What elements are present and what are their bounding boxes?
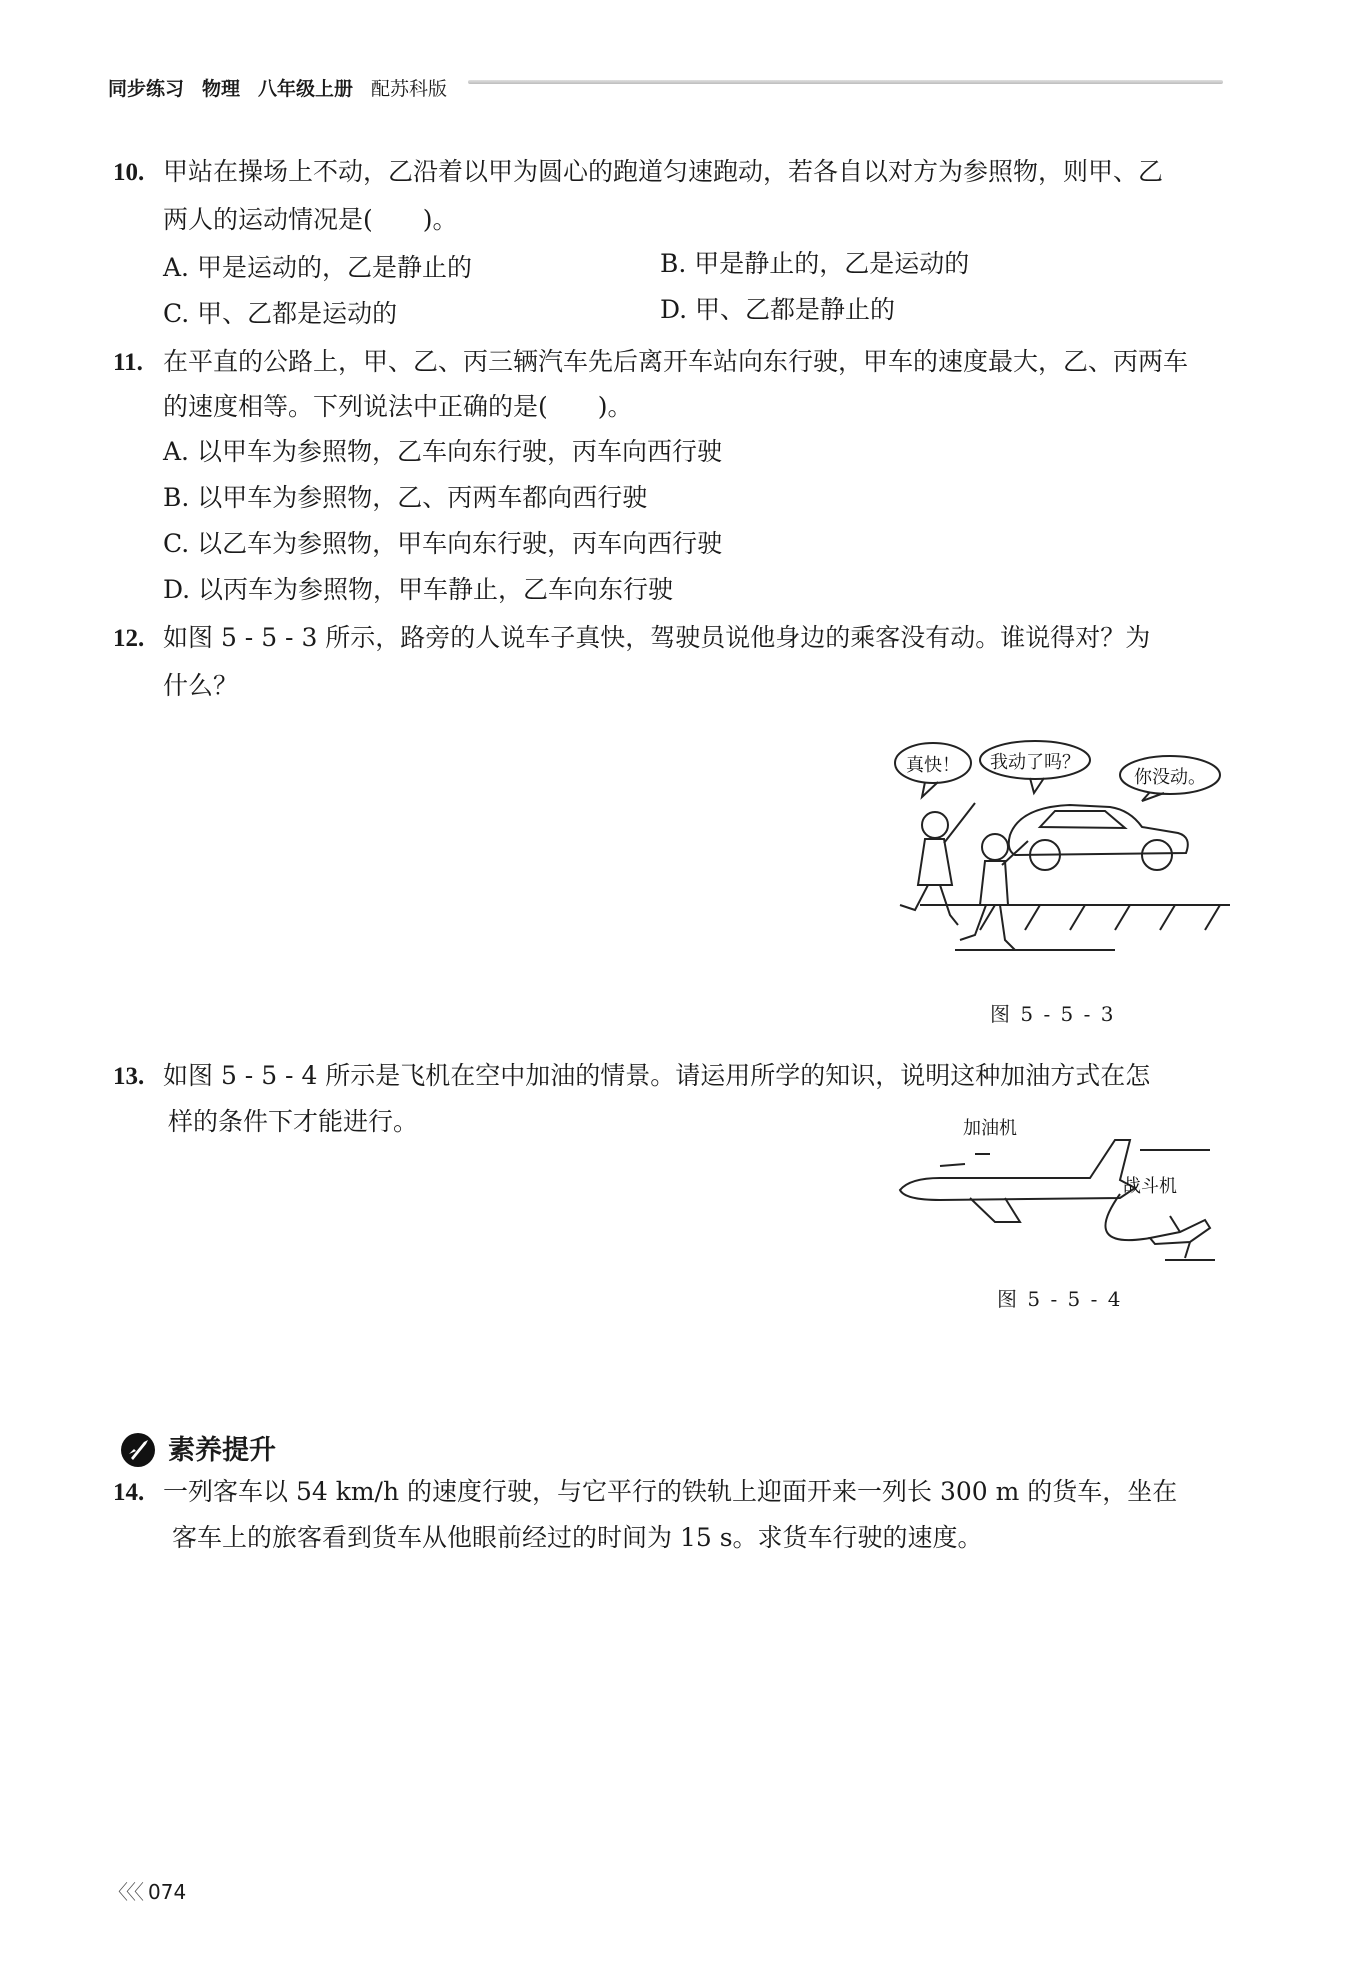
figure-caption: 图 5 - 5 - 4 bbox=[997, 1287, 1123, 1311]
question-number: 11. bbox=[113, 349, 143, 376]
question-12 bbox=[113, 616, 1150, 661]
option-d: D. 甲、乙都是静止的 bbox=[660, 295, 896, 324]
rocket-badge-icon bbox=[118, 1430, 158, 1470]
question-number: 10. bbox=[113, 159, 145, 186]
question-text-line: 如图 5 - 5 - 3 所示，路旁的人说车子真快，驾驶员说他身边的乘客没有动。谁说得对？为 bbox=[163, 623, 1151, 652]
tanker-plane bbox=[900, 1140, 1135, 1200]
question-text-line: 的速度相等。下列说法中正确的是( )。 bbox=[163, 392, 633, 421]
question-text-line: 一列客车以 54 km/h 的速度行驶，与它平行的铁轨上迎面开来一列长 300 m 的货车，坐在 bbox=[163, 1477, 1178, 1506]
question-text-line: 两人的运动情况是( )。 bbox=[163, 205, 458, 234]
question-13 bbox=[113, 1054, 1150, 1099]
option-c: C. 甲、乙都是运动的 bbox=[163, 299, 398, 328]
question-text-line: 在平直的公路上，甲、乙、丙三辆汽车先后离开车站向东行驶，甲车的速度最大，乙、丙两车 bbox=[163, 347, 1189, 376]
page-header bbox=[108, 70, 1223, 110]
bubble-text: 真快！ bbox=[906, 755, 960, 776]
option-d: D. 以丙车为参照物，甲车静止，乙车向东行驶 bbox=[163, 575, 674, 604]
section-title: 素养提升 bbox=[168, 1435, 276, 1466]
header-title bbox=[108, 74, 447, 101]
header-subject: 物理 bbox=[202, 78, 241, 100]
bubble-text: 我动了吗？ bbox=[990, 752, 1080, 773]
header-edition: 配苏科版 bbox=[371, 78, 448, 100]
label-tanker: 加油机 bbox=[963, 1118, 1017, 1139]
header-grade: 八年级上册 bbox=[258, 78, 354, 100]
header-rule bbox=[468, 80, 1223, 84]
question-10 bbox=[113, 150, 1163, 195]
figure-caption: 图 5 - 5 - 3 bbox=[990, 1002, 1116, 1026]
option-c: C. 以乙车为参照物，甲车向东行驶，丙车向西行驶 bbox=[163, 529, 723, 558]
figure-car-scene bbox=[880, 735, 1230, 975]
question-number: 14. bbox=[113, 1479, 145, 1506]
header-series: 同步练习 bbox=[108, 78, 185, 100]
question-11 bbox=[113, 340, 1188, 385]
option-b: B. 以甲车为参照物，乙、丙两车都向西行驶 bbox=[163, 483, 648, 512]
page-number: 074 bbox=[148, 1880, 187, 1904]
question-text-line: 客车上的旅客看到货车从他眼前经过的时间为 15 s。求货车行驶的速度。 bbox=[172, 1523, 983, 1552]
car-body bbox=[1009, 805, 1188, 855]
question-number: 12. bbox=[113, 625, 145, 652]
footer-arrows: 〈〈〈 bbox=[108, 1880, 142, 1904]
page-footer bbox=[108, 1876, 186, 1905]
question-text-line: 甲站在操场上不动，乙沿着以甲为圆心的跑道匀速跑动，若各自以对方为参照物，则甲、乙 bbox=[163, 157, 1164, 186]
figure-refueling bbox=[880, 1110, 1225, 1270]
bubble-text: 你没动。 bbox=[1134, 767, 1206, 788]
question-14 bbox=[113, 1470, 1177, 1515]
question-text-line: 样的条件下才能进行。 bbox=[168, 1107, 419, 1136]
label-fighter: 战斗机 bbox=[1123, 1176, 1177, 1197]
question-text-line: 如图 5 - 5 - 4 所示是飞机在空中加油的情景。请运用所学的知识，说明这种加油方式在怎 bbox=[163, 1061, 1151, 1090]
option-a: A. 以甲车为参照物，乙车向东行驶，丙车向西行驶 bbox=[163, 437, 722, 466]
boy-head bbox=[982, 834, 1008, 860]
option-b: B. 甲是静止的，乙是运动的 bbox=[660, 249, 970, 278]
question-text-line: 什么？ bbox=[163, 671, 239, 700]
option-a: A. 甲是运动的，乙是静止的 bbox=[163, 253, 472, 282]
question-number: 13. bbox=[113, 1063, 145, 1090]
girl-head bbox=[922, 812, 948, 838]
